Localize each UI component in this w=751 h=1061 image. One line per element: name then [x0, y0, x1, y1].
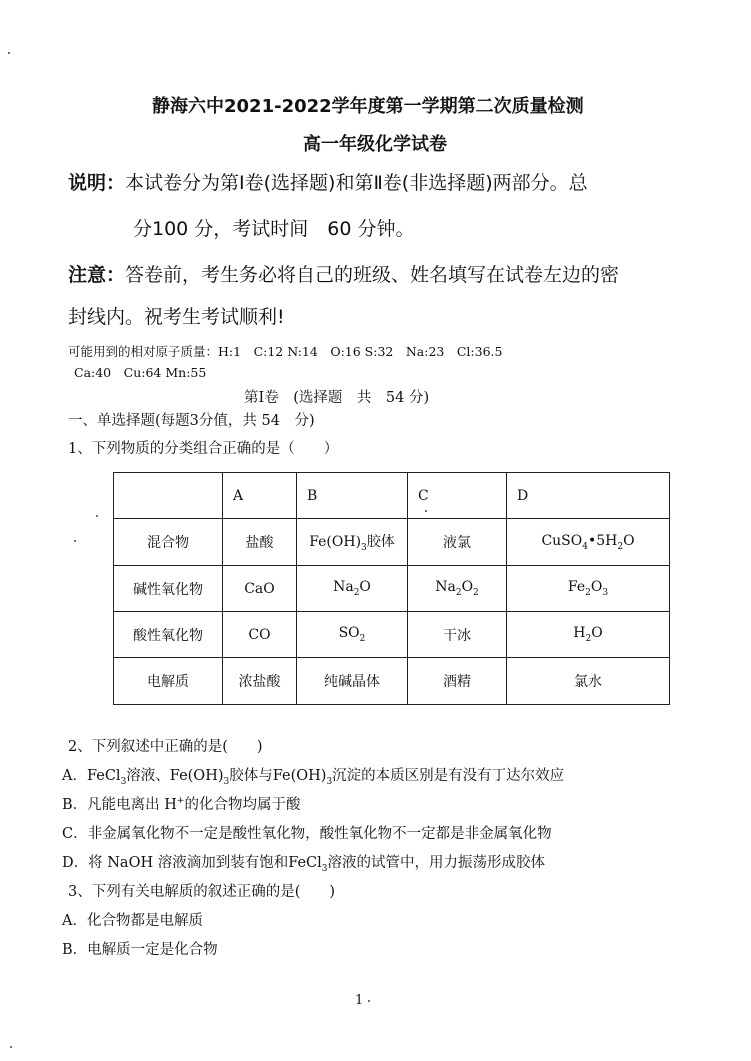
- question-2-option-d: D．将 NaOH 溶液滴加到装有饱和FeCl$_3$溶液的试管中，用力振荡形成胶体: [62, 855, 546, 874]
- table-cell: $Fe(OH)_3$胶体: [297, 519, 408, 566]
- instructions-line-1: [68, 168, 588, 195]
- volume-title: 第Ⅰ卷 (选择题 共 54 分): [244, 390, 430, 406]
- row-label: 酸性氧化物: [114, 612, 223, 658]
- part-title: 一、单选择题(每题3分值，共 54 分): [68, 413, 315, 429]
- table-cell: CaO: [223, 566, 297, 612]
- row-label: 混合物: [114, 519, 223, 566]
- table-cell: $H_2O$: [507, 612, 670, 658]
- table-cell: CO: [223, 612, 297, 658]
- table-header-cell: [114, 473, 223, 519]
- question-3-option-b: B．电解质一定是化合物: [62, 942, 218, 958]
- table-cell: 浓盐酸: [223, 658, 297, 705]
- row-label: 碱性氧化物: [114, 566, 223, 612]
- table-cell: 液氯: [408, 519, 507, 566]
- question-3-stem: 3、下列有关电解质的叙述正确的是( ): [68, 884, 336, 900]
- table-cell: $CuSO_4•5H_2O$: [507, 519, 670, 566]
- table-header-cell: B: [297, 473, 408, 519]
- page-number: 1: [355, 993, 364, 1008]
- scan-speck: [74, 540, 76, 542]
- exam-title: 静海六中2021-2022学年度第一学期第二次质量检测: [152, 96, 584, 117]
- table-header-cell: D: [507, 473, 670, 519]
- attention-line-1: [68, 260, 619, 287]
- instructions-label: 说明：: [68, 172, 126, 194]
- question-3-option-a: A．化合物都是电解质: [62, 913, 203, 929]
- table-row: [114, 658, 670, 705]
- table-cell: $Na_2O$: [297, 566, 408, 612]
- table-cell: 盐酸: [223, 519, 297, 566]
- table-cell: 酒精: [408, 658, 507, 705]
- instructions-text-1: 本试卷分为第Ⅰ卷(选择题)和第Ⅱ卷(非选择题)两部分。总: [125, 172, 588, 194]
- scan-speck: [96, 515, 98, 517]
- table-row: [114, 566, 670, 612]
- table-header-cell: A: [223, 473, 297, 519]
- table-cell: $Fe_2O_3$: [507, 566, 670, 612]
- atomic-masses-line-1: 可能用到的相对原子质量：H:1 C:12 N:14 O:16 S:32 Na:23 Cl:36.5: [68, 344, 503, 359]
- attention-label: 注意：: [68, 264, 126, 286]
- table-row: [114, 612, 670, 658]
- exam-subtitle: 高一年级化学试卷: [303, 134, 447, 155]
- table-cell: 纯碱晶体: [297, 658, 408, 705]
- instructions-line-2: 分100 分，考试时间 60 分钟。: [133, 218, 415, 240]
- question-2-stem: 2、下列叙述中正确的是( ): [68, 739, 263, 755]
- table-cell: 氯水: [507, 658, 670, 705]
- scan-speck: [368, 1000, 370, 1002]
- attention-line-2: 封线内。祝考生考试顺利!: [68, 306, 285, 328]
- question-2-option-b: B．凡能电离出 H+的化合物均属于酸: [62, 796, 301, 813]
- table-cell: $SO_2$: [297, 612, 408, 658]
- scan-speck: [425, 510, 427, 512]
- table-row: [114, 519, 670, 566]
- attention-text-1: 答卷前，考生务必将自己的班级、姓名填写在试卷左边的密: [125, 264, 620, 286]
- question-2-option-c: C．非金属氧化物不一定是酸性氧化物，酸性氧化物不一定都是非金属氧化物: [62, 826, 552, 842]
- question-2-option-a: A．FeCl$_3$溶液、$Fe(OH)_3$胶体与$Fe(OH)_3$沉淀的本质区别是有没有丁达尔效应: [62, 768, 565, 787]
- scan-speck: [8, 52, 10, 54]
- table-header-cell: C: [408, 473, 507, 519]
- scan-speck: [10, 1046, 12, 1048]
- classification-table: [113, 472, 670, 705]
- atomic-masses-line-2: Ca:40 Cu:64 Mn:55: [74, 365, 207, 380]
- row-label: 电解质: [114, 658, 223, 705]
- table-header-row: [114, 473, 670, 519]
- question-1-stem: 1、下列物质的分类组合正确的是（ ）: [68, 441, 339, 457]
- table-cell: 干冰: [408, 612, 507, 658]
- table-cell: $Na_2O_2$: [408, 566, 507, 612]
